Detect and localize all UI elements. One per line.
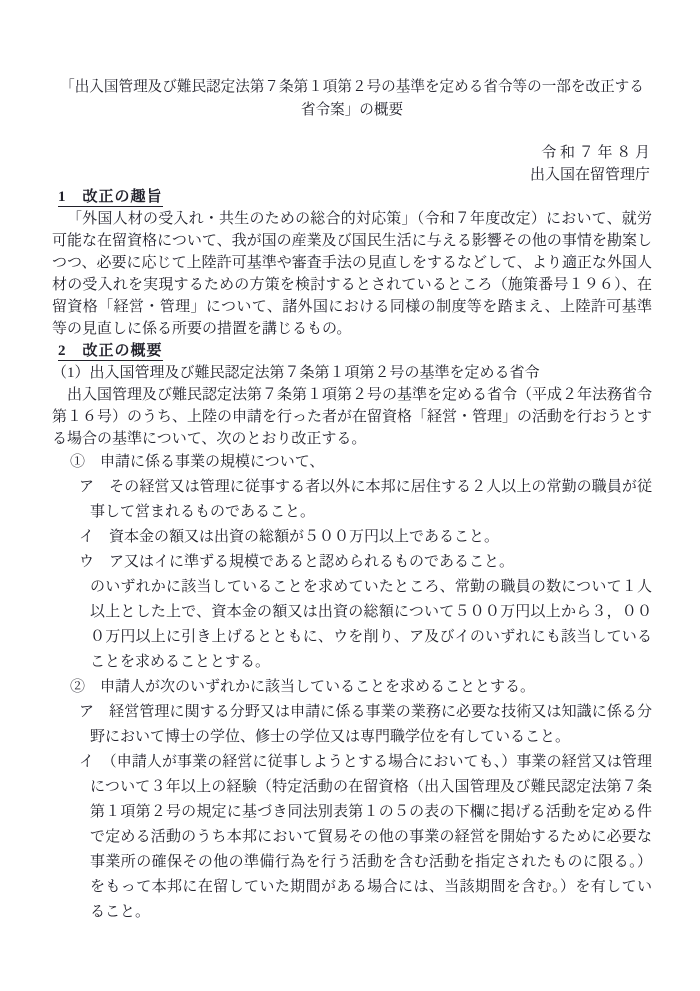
title-line-2: 省令案」の概要: [300, 102, 404, 118]
section-2-heading-text: 2 改正の概要: [58, 343, 163, 359]
document-meta: [52, 142, 652, 186]
item-1-i: イ 資本金の額又は出資の総額が５００万円以上であること。: [79, 529, 500, 545]
title-line-1: 「出入国管理及び難民認定法第７条第１項第２号の基準を定める省令等の一部を改正する: [60, 79, 644, 95]
item-1-a: ア その経営又は管理に従事する者以外に本邦に居住する２人以上の常勤の職員が従事して営まれるものであること。: [79, 479, 652, 520]
item-1-heading: ① 申請に係る事業の規模について、: [70, 454, 325, 470]
item-2-i: イ （申請人が事業の経営に従事しようとする場合においても、）事業の経営又は管理について３年以上の経験（特定活動の在留資格（出入国管理及び難民認定法第７条第１項第２号の規定に基づき同法別表第１の５の表の下欄に掲げる活動を定める件で定める活動のうち本邦において貿易その他の事業の経営を開始するために必要な事業所の確保その他の準備行為を行う活動を含む活動を指定されたものに限る。）をもって本邦に在留していた期間がある場合には、当該期間を含む。）を有していること。: [79, 754, 652, 920]
document-date: 令 和 ７ 年 ８ 月: [541, 145, 650, 161]
item-1-conclusion: のいずれかに該当していることを求めていたところ、常勤の職員の数について１人以上とした上で、資本金の額又は出資の総額について５００万円以上から３，０００万円以上に引き上げるとともに、ウを削り、ア及びイのいずれにも該当していることを求めることとする。: [90, 579, 652, 670]
section-1-heading: [58, 186, 652, 208]
issuing-agency: 出入国在留管理庁: [529, 167, 650, 183]
section-1-body: 「外国人材の受入れ・共生のための総合的対応策」（令和７年度改定）において、就労可能な在留資格について、我が国の産業及び国民生活に与える影響その他の事情を勘案しつつ、必要に応じて上陸許可基準や審査手法の見直しをするなどして、より適正な外国人材の受入れを実現するための方策を検討するとされているところ（施策番号１９６）、在留資格「経営・管理」について、諸外国における同様の制度等を踏まえ、上陸許可基準等の見直しに係る所要の措置を講じるもの。: [52, 211, 652, 337]
item-2-a: ア 経営管理に関する分野又は申請に係る事業の業務に必要な技術又は知識に係る分野において博士の学位、修士の学位又は専門職学位を有していること。: [79, 704, 652, 745]
document-title: [52, 76, 652, 122]
section-1-heading-text: 1 改正の趣旨: [58, 189, 163, 205]
section-2-sub1-intro: 出入国管理及び難民認定法第７条第１項第２号の基準を定める省令（平成２年法務省令第１６号）のうち、上陸の申請を行った者が在留資格「経営・管理」の活動を行おうとする場合の基準について、次のとおり改正する。: [52, 387, 653, 447]
section-2-sub1-heading: （1）出入国管理及び難民認定法第７条第１項第２号の基準を定める省令: [52, 365, 540, 381]
item-2-heading: ② 申請人が次のいずれかに該当していることを求めることとする。: [70, 679, 536, 695]
section-2-heading: [58, 340, 652, 362]
item-1-u: ウ ア又はイに準ずる規模であると認められるものであること。: [79, 554, 515, 570]
